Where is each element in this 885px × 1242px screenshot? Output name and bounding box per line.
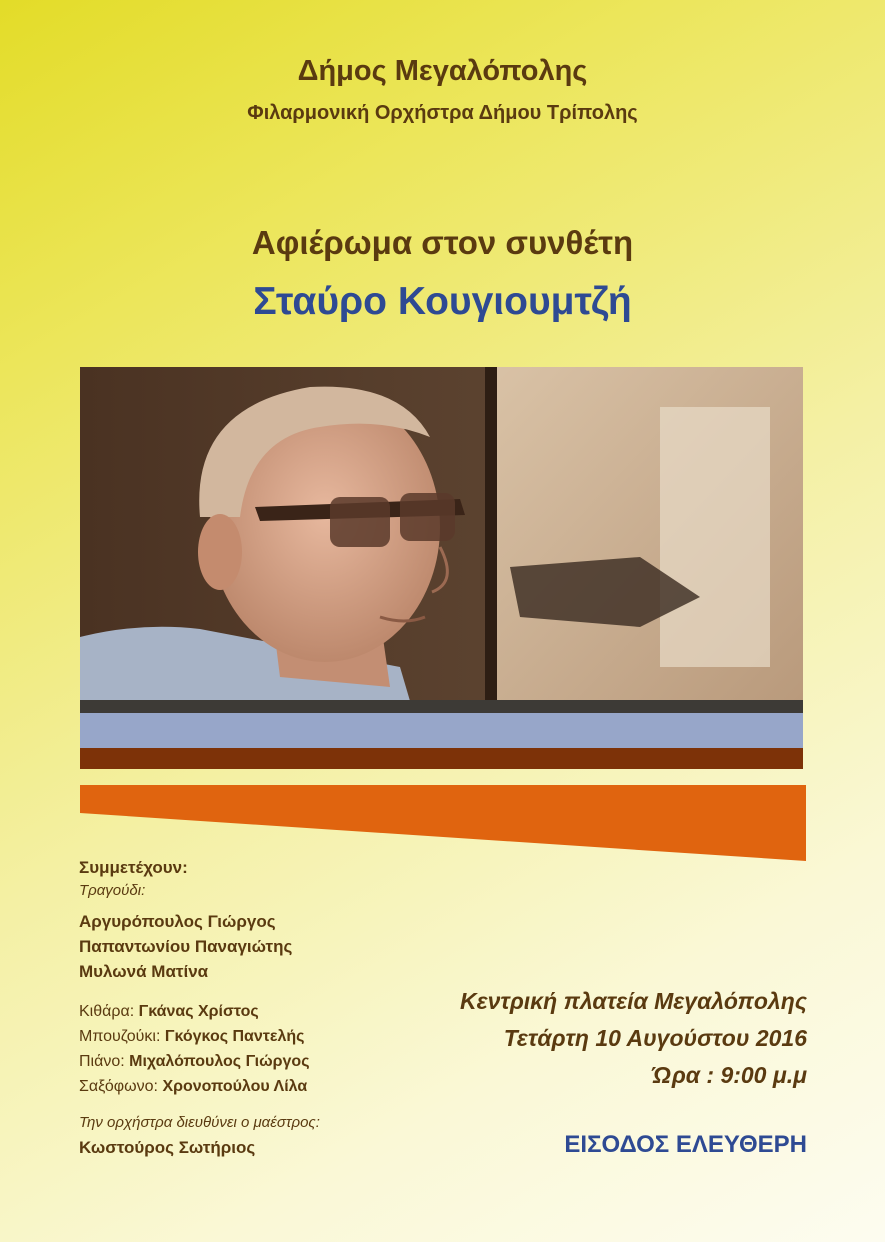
musician-name: Γκόγκος Παντελής [164,1028,305,1045]
stripe-dark [80,700,803,713]
conductor-label: Την ορχήστρα διευθύνει ο μαέστρος: [79,1114,320,1131]
musician-row [79,1003,259,1021]
musician-row [79,1078,307,1096]
composer-name: Σταύρο Κουγιουμτζή [253,280,632,323]
stripe-brown [80,748,803,769]
event-time: Ώρα : 9:00 μ.μ [652,1062,807,1088]
musician-row [79,1028,305,1046]
song-label: Τραγούδι: [79,882,146,899]
stripe-orange [80,785,806,861]
conductor-name: Κωστούρος Σωτήριος [79,1138,256,1157]
instrument-label: Σαξόφωνο: [79,1078,158,1095]
free-entry-notice: ΕΙΣΟΔΟΣ ΕΛΕΥΘΕΡΗ [564,1131,807,1158]
singer-item: Παπαντωνίου Παναγιώτης [79,937,293,956]
instrument-label: Μπουζούκι: [79,1028,161,1045]
instrument-label: Πιάνο: [79,1053,125,1070]
event-date: Τετάρτη 10 Αυγούστου 2016 [503,1025,807,1051]
participants-title: Συμμετέχουν: [79,858,188,877]
portrait-icon [80,367,803,701]
instrument-label: Κιθάρα: [79,1003,135,1020]
musician-row [79,1053,310,1071]
musician-name: Γκάνας Χρίστος [138,1003,259,1020]
musician-name: Χρονοπούλου Λίλα [162,1078,308,1095]
municipality-title: Δήμος Μεγαλόπολης [297,55,588,87]
singer-item: Αργυρόπουλος Γιώργος [79,912,276,931]
tribute-heading: Αφιέρωμα στον συνθέτη [251,224,634,261]
singer-item: Μυλωνά Ματίνα [79,962,209,981]
musician-name: Μιχαλόπουλος Γιώργος [129,1053,310,1070]
stripe-blue [80,713,803,748]
composer-portrait-photo [80,367,803,701]
event-location: Κεντρική πλατεία Μεγαλόπολης [460,988,807,1014]
orchestra-subtitle: Φιλαρμονική Ορχήστρα Δήμου Τρίπολης [247,102,638,124]
